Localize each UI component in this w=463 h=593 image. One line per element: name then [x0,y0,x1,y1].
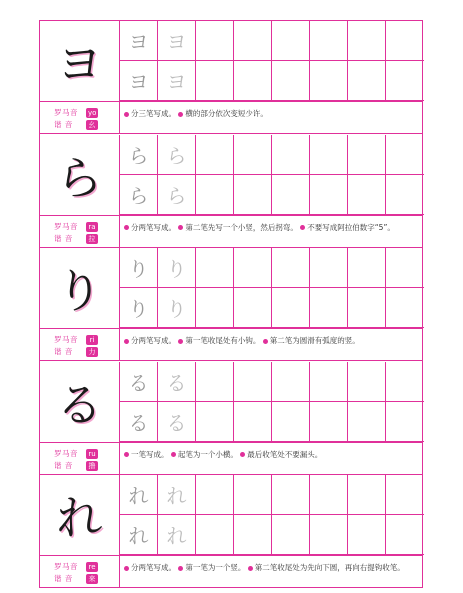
blank-practice-cell [348,175,386,215]
trace-cell: れ [120,515,158,555]
blank-practice-cell [234,515,272,555]
blank-practice-cell [386,515,424,555]
bullet-dot-icon [300,225,305,230]
kana-block [40,135,422,249]
blank-practice-cell [272,362,310,402]
stroke-note: 最后收笔处不要漏头。 [247,449,323,459]
kana-info-row [40,101,422,134]
bullet-dot-icon [124,225,129,230]
bullet-dot-icon [248,566,253,571]
romaji-badge: re [86,562,98,572]
blank-practice-cell [348,248,386,288]
blank-practice-cell [196,248,234,288]
trace-cell: ヨ [158,61,196,101]
blank-practice-cell [310,362,348,402]
blank-practice-cell [386,475,424,515]
trace-cell: ら [158,135,196,175]
trace-cell: り [120,288,158,328]
blank-practice-cell [272,248,310,288]
stroke-note: 分两笔写成。 [131,222,176,232]
pinyin-badge: 拉 [86,234,98,244]
bullet-dot-icon [124,566,129,571]
kana-block [40,21,422,135]
pinyin-label: 谐 音 [54,460,73,470]
kana-info-row [40,442,422,475]
blank-practice-cell [310,475,348,515]
kana-block [40,362,422,476]
trace-cell: ヨ [158,21,196,61]
pronunciation-label [40,556,120,587]
kana-practice-row [40,135,422,215]
kana-large-character: れ [40,475,120,555]
pronunciation-label [40,102,120,133]
bullet-dot-icon [240,452,245,457]
blank-practice-cell [196,475,234,515]
romaji-badge: ru [86,449,98,459]
pronunciation-label [40,216,120,247]
blank-practice-cell [386,175,424,215]
trace-cell: り [158,288,196,328]
kana-practice-row [40,248,422,328]
blank-practice-cell [234,175,272,215]
kana-block [40,248,422,362]
pinyin-label: 谐 音 [54,233,73,243]
blank-practice-cell [196,61,234,101]
stroke-notes [124,556,416,587]
romaji-badge: yo [88,109,97,117]
blank-practice-cell [386,402,424,442]
trace-cell: る [120,402,158,442]
trace-cell: れ [158,475,196,515]
blank-practice-cell [272,402,310,442]
pronunciation-label [40,443,120,474]
bullet-dot-icon [178,225,183,230]
writing-grid [120,21,424,101]
blank-practice-cell [234,21,272,61]
blank-practice-cell [310,248,348,288]
kana-practice-row [40,362,422,442]
blank-practice-cell [272,61,310,101]
kana-block [40,475,422,589]
trace-cell: る [120,362,158,402]
stroke-note: 分两笔写成。 [131,563,176,573]
writing-grid [120,362,424,442]
blank-practice-cell [386,362,424,402]
writing-grid [120,475,424,555]
blank-practice-cell [386,248,424,288]
bullet-dot-icon [124,452,129,457]
stroke-note: 第二笔先写一个小竖，然后拐弯。 [185,222,298,232]
blank-practice-cell [234,362,272,402]
stroke-note: 横的部分依次变短少许。 [185,109,268,118]
bullet-dot-icon [263,339,268,344]
trace-cell: ら [158,175,196,215]
blank-practice-cell [234,61,272,101]
blank-practice-cell [272,135,310,175]
blank-practice-cell [348,135,386,175]
pinyin-badge: 撸 [86,461,98,471]
romaji-label: 罗马音 [54,335,78,345]
kana-large-character: り [40,248,120,328]
trace-cell: れ [120,475,158,515]
blank-practice-cell [348,402,386,442]
romaji-label: 罗马音 [54,108,78,117]
pinyin-label: 谐 音 [54,347,73,357]
blank-practice-cell [196,288,234,328]
romaji-badge: ri [86,335,98,345]
trace-cell: ヨ [120,21,158,61]
pinyin-badge: 幺 [86,120,98,130]
bullet-dot-icon [171,452,176,457]
blank-practice-cell [234,402,272,442]
blank-practice-cell [272,21,310,61]
writing-grid [120,135,424,215]
stroke-note: 一笔写成。 [131,449,169,459]
blank-practice-cell [196,175,234,215]
kana-large-character: ら [40,135,120,215]
blank-practice-cell [310,61,348,101]
romaji-label: 罗马音 [54,221,78,231]
trace-cell: る [158,402,196,442]
bullet-dot-icon [124,339,129,344]
blank-practice-cell [386,135,424,175]
romaji-label: 罗马音 [54,562,78,572]
romaji-badge: ra [86,222,98,232]
trace-cell: り [120,248,158,288]
blank-practice-cell [196,402,234,442]
kana-practice-row [40,21,422,101]
blank-practice-cell [348,61,386,101]
trace-cell: ら [120,135,158,175]
blank-practice-cell [196,362,234,402]
kana-info-row [40,328,422,361]
stroke-note: 起笔为一个小横。 [177,449,238,459]
blank-practice-cell [196,515,234,555]
romaji-label: 罗马音 [54,448,78,458]
blank-practice-cell [272,288,310,328]
bullet-dot-icon [178,339,183,344]
blank-practice-cell [386,61,424,101]
blank-practice-cell [310,288,348,328]
blank-practice-cell [310,175,348,215]
blank-practice-cell [234,135,272,175]
kana-info-row [40,215,422,248]
bullet-dot-icon [124,112,129,117]
blank-practice-cell [234,288,272,328]
blank-practice-cell [234,248,272,288]
stroke-note: 第二笔收尾处为先向下圆，再向右提钩收笔。 [254,563,405,573]
blank-practice-cell [310,515,348,555]
bullet-dot-icon [178,566,183,571]
blank-practice-cell [234,475,272,515]
kana-practice-row [40,475,422,555]
trace-cell: り [158,248,196,288]
pinyin-label: 谐 音 [54,574,73,584]
blank-practice-cell [386,21,424,61]
stroke-note: 第二笔为圆滑有弧度的竖。 [269,336,360,346]
kana-info-row [40,555,422,588]
bullet-dot-icon [178,112,183,117]
blank-practice-cell [348,288,386,328]
blank-practice-cell [310,135,348,175]
trace-cell: ヨ [120,61,158,101]
pinyin-badge: 力 [86,347,98,357]
stroke-notes [124,102,416,133]
stroke-notes [124,329,416,360]
blank-practice-cell [348,475,386,515]
blank-practice-cell [310,402,348,442]
blank-practice-cell [348,21,386,61]
trace-cell: ら [120,175,158,215]
pinyin-label: 谐 音 [54,120,73,129]
stroke-note: 分三笔写成。 [131,109,176,118]
stroke-notes [124,216,416,247]
trace-cell: る [158,362,196,402]
stroke-note: 分两笔写成。 [131,336,176,346]
practice-sheet [39,20,423,588]
blank-practice-cell [272,175,310,215]
writing-grid [120,248,424,328]
pronunciation-label [40,329,120,360]
pinyin-badge: 来 [86,574,98,584]
blank-practice-cell [196,21,234,61]
kana-large-character: ヨ [40,21,120,101]
blank-practice-cell [348,362,386,402]
blank-practice-cell [310,21,348,61]
blank-practice-cell [272,475,310,515]
stroke-note: 第一笔为一个竖。 [185,563,246,573]
blank-practice-cell [386,288,424,328]
trace-cell: れ [158,515,196,555]
blank-practice-cell [348,515,386,555]
blank-practice-cell [196,135,234,175]
stroke-note: 第一笔收尾处有小钩。 [185,336,261,346]
kana-large-character: る [40,362,120,442]
blank-practice-cell [272,515,310,555]
stroke-note: 不要写成阿拉伯数字“5”。 [307,222,395,232]
stroke-notes [124,443,416,474]
